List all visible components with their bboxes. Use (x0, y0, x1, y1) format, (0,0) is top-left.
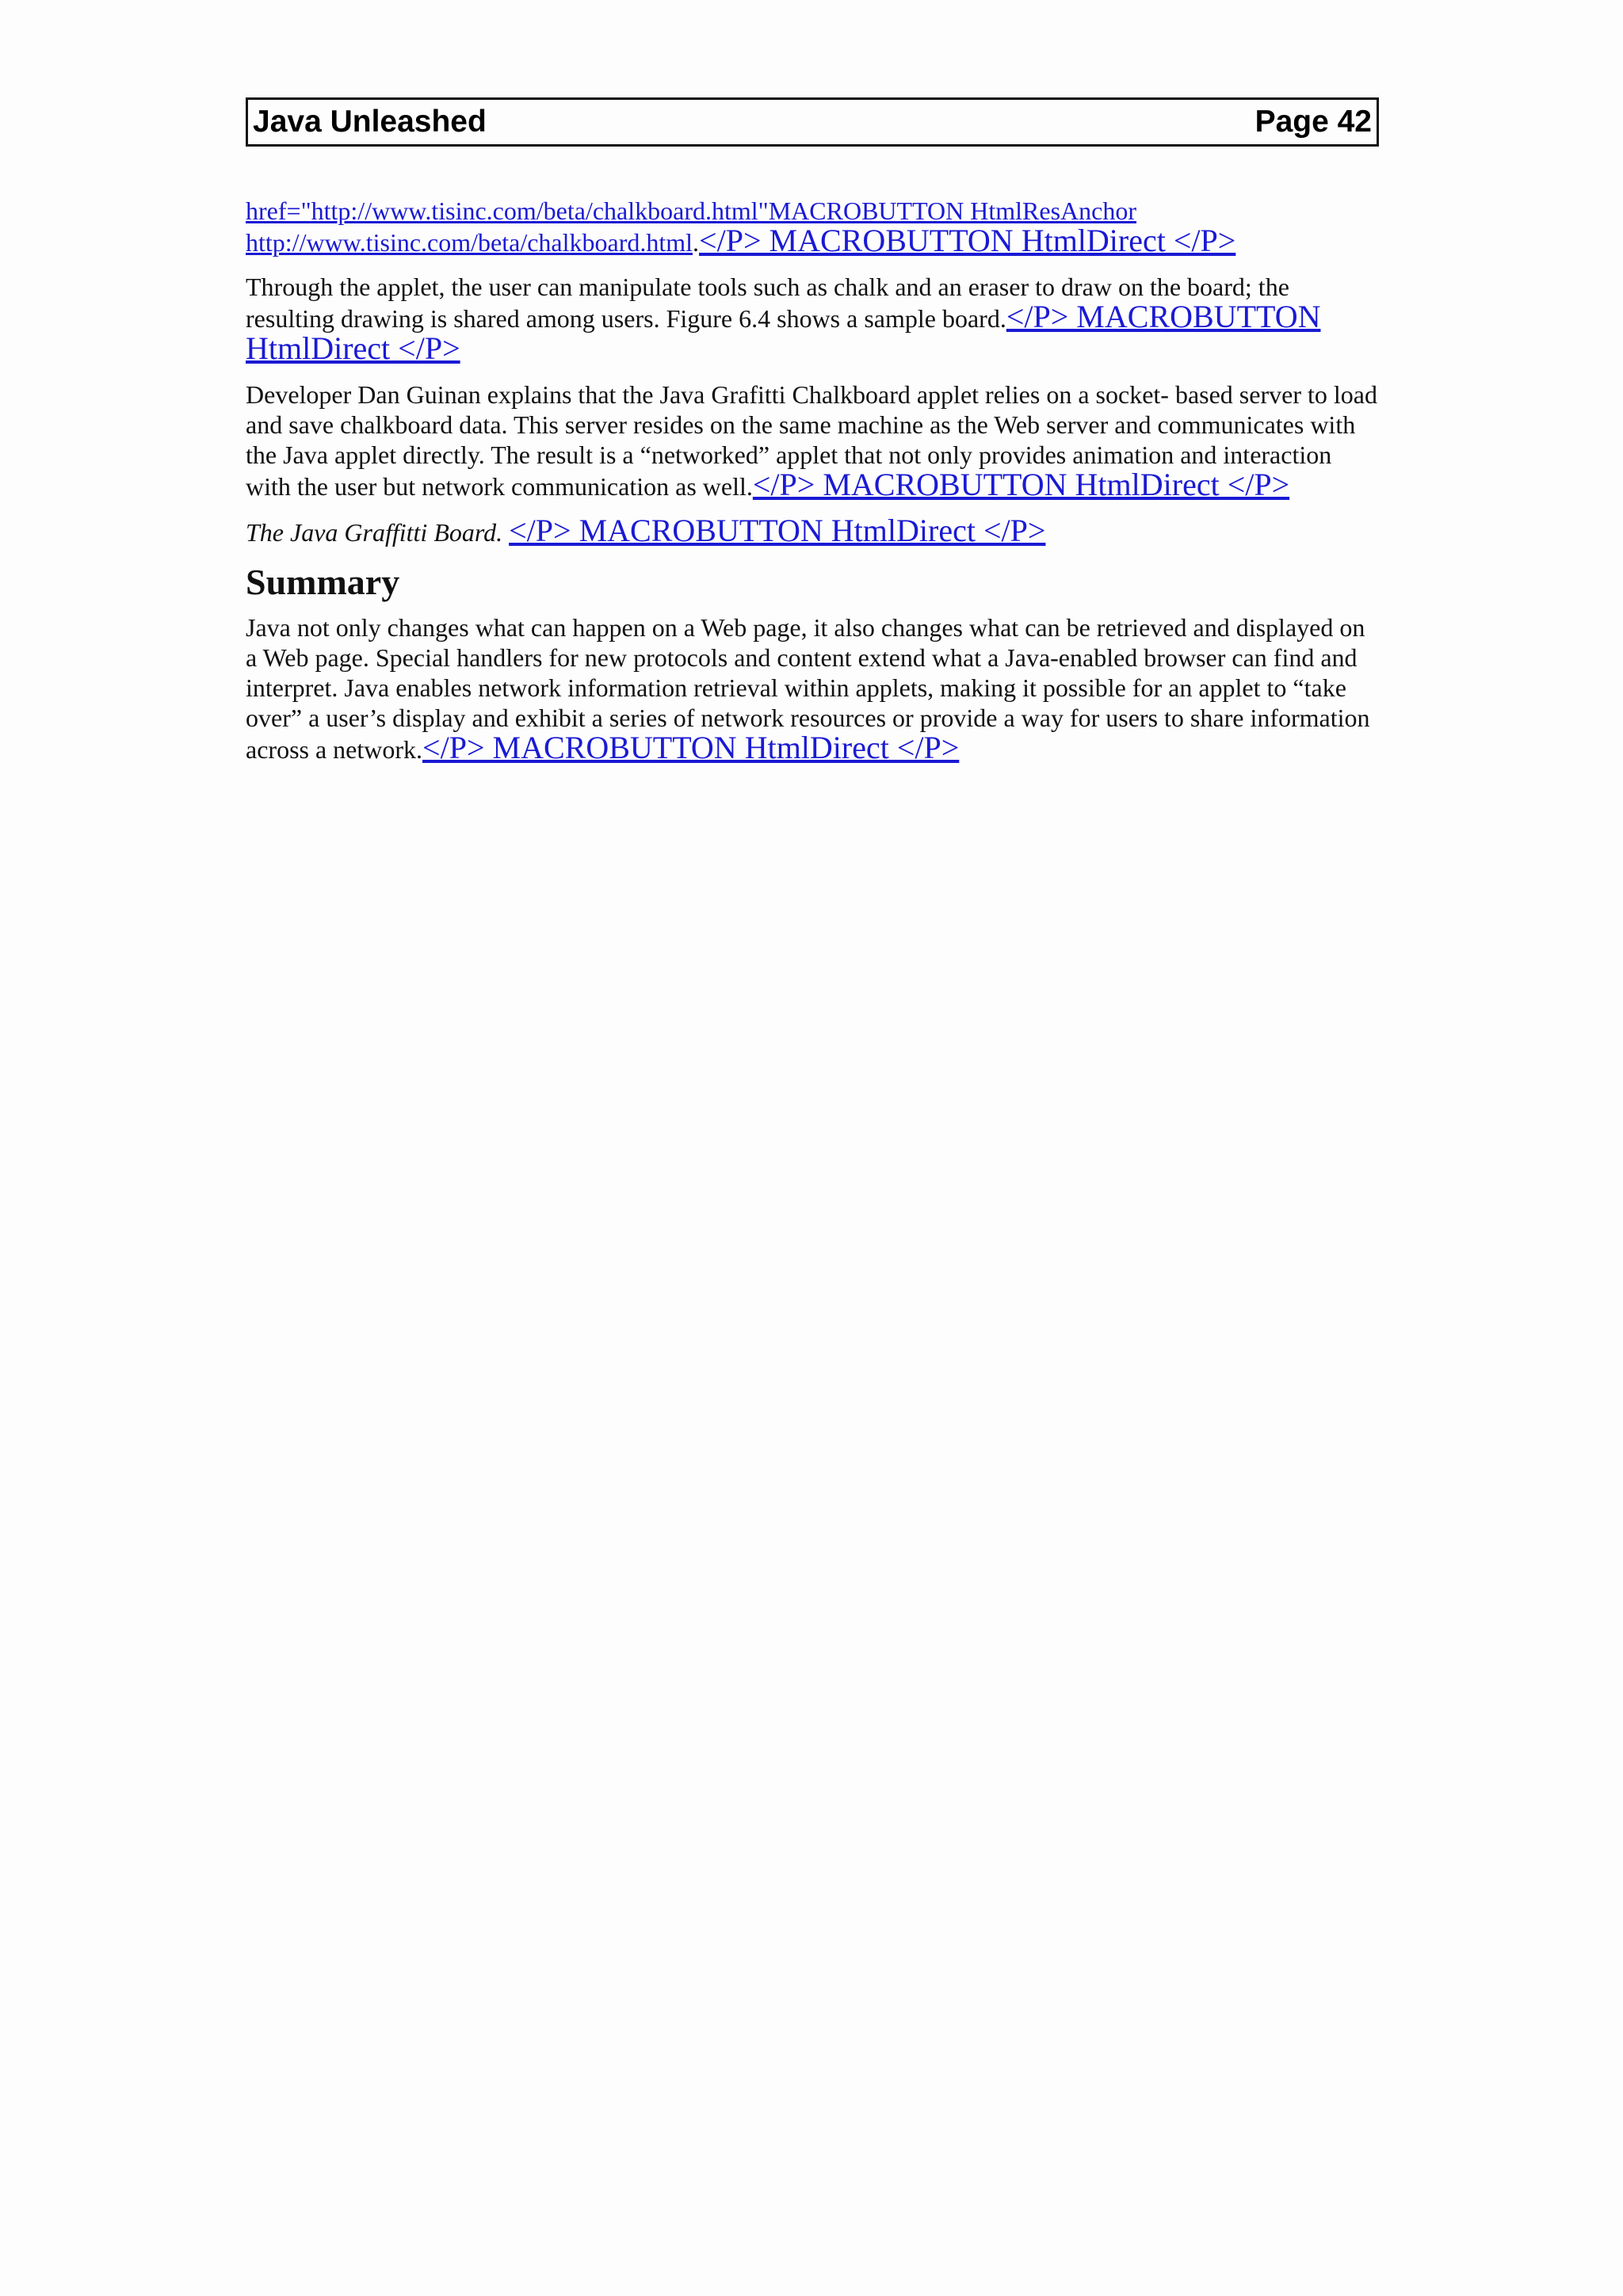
macrobutton-link[interactable]: </P> MACROBUTTON HtmlDirect </P> (509, 513, 1046, 548)
macrobutton-link[interactable]: </P> MACROBUTTON HtmlDirect </P> (422, 730, 960, 765)
developer-paragraph-text: Developer Dan Guinan explains that the Java Grafitti Chalkboard applet relies on a socket- based server to load and save chalkboard data. This server resides on the same machine as the Web server and communicates with the Java applet directly. The result is a “networked” applet that not only provides animation and interaction with the user but network communication as well. (246, 380, 1377, 501)
applet-paragraph (246, 272, 1379, 365)
page-content (246, 196, 1379, 765)
figure-caption (246, 513, 1379, 548)
summary-paragraph (246, 612, 1379, 765)
href-link[interactable]: href="http://www.tisinc.com/beta/chalkboard.html"MACROBUTTON HtmlResAnchor (246, 196, 1137, 225)
applet-paragraph-text: Through the applet, the user can manipulate tools such as chalk and an eraser to draw on the board; the resulting drawing is shared among users. Figure 6.4 shows a sample board. (246, 273, 1289, 333)
summary-paragraph-text: Java not only changes what can happen on a Web page, it also changes what can be retrieved and displayed on a Web page. Special handlers for new protocols and content extend what a Java-enabled browser can find and interpret. Java enables network information retrieval within applets, making it possible for an applet to “take over” a user’s display and exhibit a series of network resources or provide a way for users to share information across a network. (246, 613, 1370, 764)
link-paragraph (246, 196, 1379, 257)
macrobutton-link[interactable]: </P> MACROBUTTON HtmlDirect </P> (246, 299, 1321, 366)
chalkboard-url-link[interactable]: http://www.tisinc.com/beta/chalkboard.html (246, 228, 693, 257)
macrobutton-link[interactable]: </P> MACROBUTTON HtmlDirect </P> (752, 467, 1290, 502)
book-title: Java Unleashed (253, 105, 487, 139)
page-number: Page 42 (1254, 105, 1372, 139)
page-header (246, 97, 1379, 147)
macrobutton-link[interactable]: </P> MACROBUTTON HtmlDirect </P> (699, 223, 1236, 258)
document-page (246, 97, 1379, 779)
period: . (693, 228, 700, 257)
figure-caption-text: The Java Graffitti Board. (246, 518, 503, 547)
summary-heading: Summary (246, 562, 400, 602)
developer-paragraph (246, 379, 1379, 502)
